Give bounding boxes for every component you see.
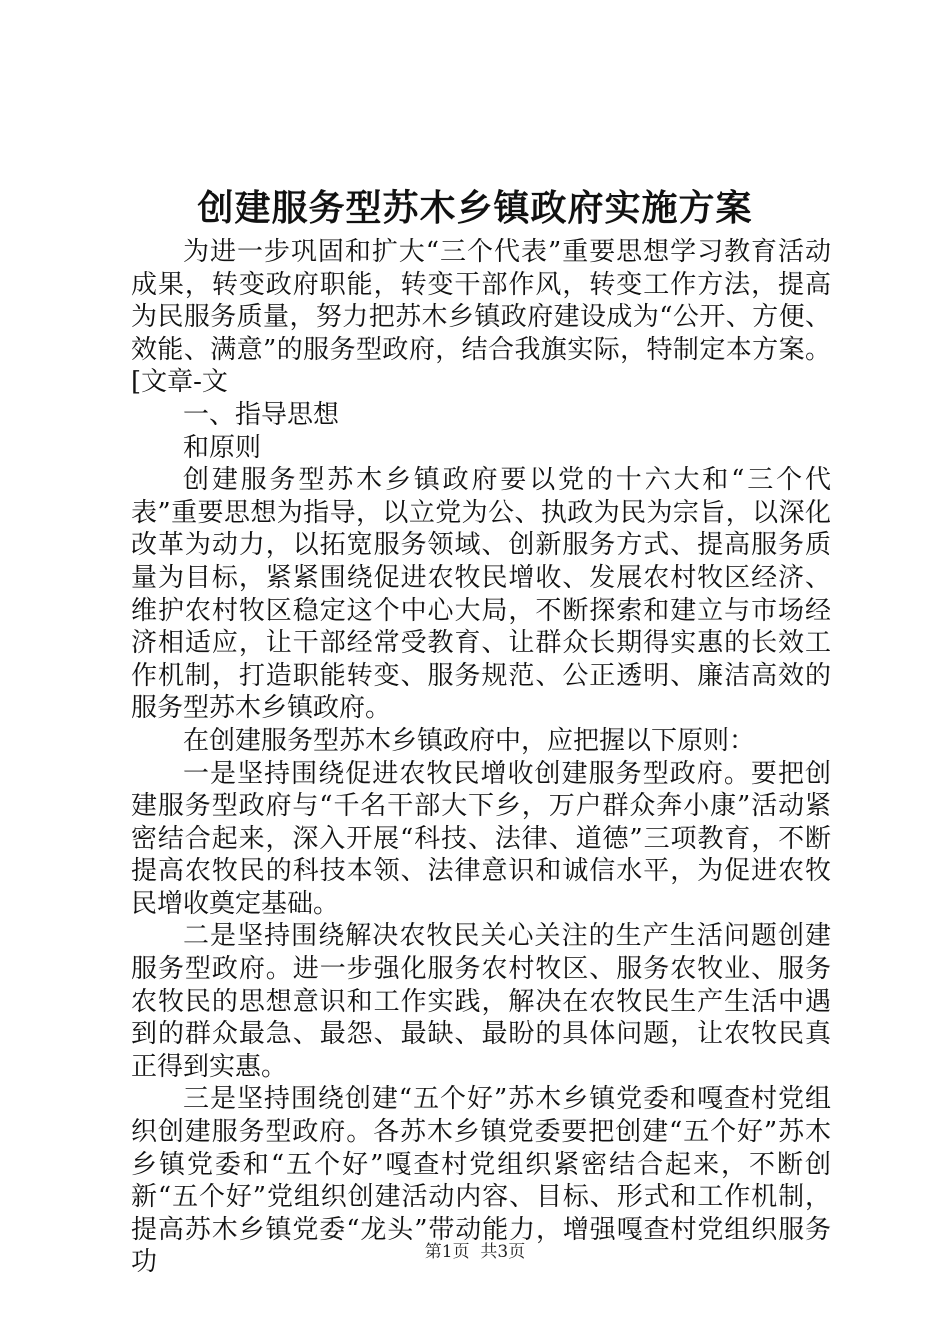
document-body xyxy=(131,236,831,1279)
footer-separator xyxy=(470,1242,481,1262)
paragraph-intro: 为进一步巩固和扩大“三个代表”重要思想学习教育活动成果，转变政府职能，转变干部作风，转变工作方法，提高为民服务质量，努力把苏木乡镇政府建设成为“公开、方便、效能、满意”的服务型政府，结合我旗实际，特制定本方案。[文章-文 xyxy=(131,237,831,398)
paragraph-principle-three: 三是坚持围绕创建“五个好”苏木乡镇党委和嘎查村党组织创建服务型政府。各苏木乡镇党委要把创建“五个好”苏木乡镇党委和“五个好”嘎查村党组织紧密结合起来，不断创新“五个好”党组织创建活动内容、目标、形式和工作机制，提高苏木乡镇党委“龙头”带动能力，增强嘎查村党组织服务功 xyxy=(131,1084,831,1278)
paragraph-guiding-thought: 创建服务型苏木乡镇政府要以党的十六大和“三个代表”重要思想为指导，以立党为公、执政为民为宗旨，以深化改革为动力，以拓宽服务领域、创新服务方式、提高服务质量为目标，紧紧围绕促进农牧民增收、发展农村牧区经济、维护农村牧区稳定这个中心大局，不断探索和建立与市场经济相适应，让干部经常受教育、让群众长期得实惠的长效工作机制，打造职能转变、服务规范、公正透明、廉洁高效的服务型苏木乡镇政府。 xyxy=(131,465,831,724)
document-title: 创建服务型苏木乡镇政府实施方案 xyxy=(197,187,753,229)
page-number-total: 共3页 xyxy=(480,1242,526,1262)
paragraph-principle-one: 一是坚持围绕促进农牧民增收创建服务型政府。要把创建服务型政府与“千名干部大下乡，万户群众奔小康”活动紧密结合起来，深入开展“科技、法律、道德”三项教育，不断提高农牧民的科技本领、法律意识和诚信水平，为促进农牧民增收奠定基础。 xyxy=(131,758,831,919)
section-heading-principles: 和原则 xyxy=(183,432,262,463)
page-number-current: 第1页 xyxy=(424,1242,470,1262)
paragraph-principles-intro: 在创建服务型苏木乡镇政府中，应把握以下原则： xyxy=(183,725,756,756)
paragraph-principle-two: 二是坚持围绕解决农牧民关心关注的生产生活问题创建服务型政府。进一步强化服务农村牧区、服务农牧业、服务农牧民的思想意识和工作实践，解决在农牧民生产生活中遇到的群众最急、最怨、最缺、最盼的具体问题，让农牧民真正得到实惠。 xyxy=(131,921,831,1082)
section-heading-guiding-thought: 一、指导思想 xyxy=(183,399,340,430)
page-footer xyxy=(0,1240,950,1264)
